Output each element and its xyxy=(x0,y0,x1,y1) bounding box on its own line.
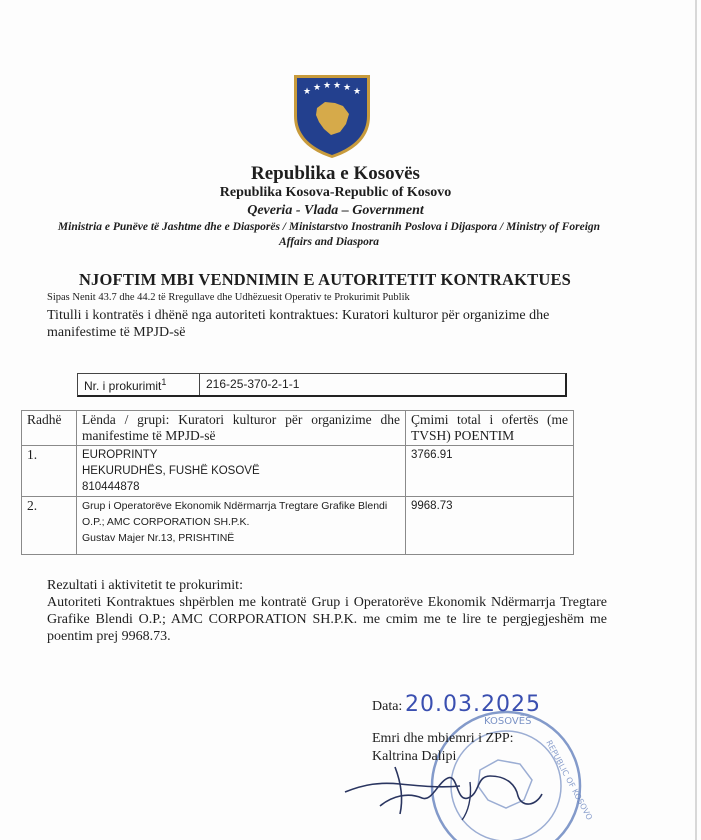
svg-text:★: ★ xyxy=(353,87,362,97)
kosovo-coat-of-arms-icon xyxy=(291,72,373,160)
procurement-number-value: 216-25-370-2-1-1 xyxy=(206,377,300,391)
page-edge xyxy=(695,0,697,840)
svg-text:★: ★ xyxy=(343,83,352,93)
header-lot: Lënda / grupi: Kuratori kulturor për organizime dhe manifestime të MPJD-së xyxy=(77,411,406,446)
row-rank: 2. xyxy=(22,497,77,555)
table-row xyxy=(22,497,574,555)
notice-title: NJOFTIM MBI VENDNIMIN E AUTORITETIT KONTRAKTUES xyxy=(78,270,572,289)
result-text: Autoriteti Kontraktues shpërblen me kontratë Grup i Operatorëve Ekonomik Ndërmarrja Tregtare Grafike Blendi O.P.; AMC CORPORATION SH.P.K. me cmim me te lire te pergjegjeshëm me poentim prej 9968.73. xyxy=(47,595,607,644)
row-bidder: Grup i Operatorëve Ekonomik Ndërmarrja Tregtare Grafike Blendi O.P.; AMC CORPORATION SH.P.K. Gustav Majer Nr.13, PRISHTINË xyxy=(77,497,406,555)
zpp-block xyxy=(372,730,514,766)
result-heading: Rezultati i aktivitetit te prokurimit: xyxy=(47,578,243,593)
table-row xyxy=(22,446,574,497)
svg-text:★: ★ xyxy=(333,81,342,91)
government-name: Qeveria - Vlada – Government xyxy=(247,203,424,218)
divider xyxy=(199,374,200,395)
legal-basis: Sipas Nenit 43.7 dhe 44.2 të Rregullave dhe Udhëzuesit Operativ te Prokurimit Publik xyxy=(47,292,410,303)
svg-text:★: ★ xyxy=(313,83,322,93)
procurement-number-label: Nr. i prokurimit$^1$ xyxy=(84,377,167,393)
contract-title: Titulli i kontratës i dhënë nga autoriteti kontraktues: Kuratori kulturor për organizime dhe manifestime të MPJD-së xyxy=(47,308,550,340)
row-price: 9968.73 xyxy=(406,497,574,555)
handwritten-date: 20.03.2025 xyxy=(405,692,541,717)
zpp-name: Kaltrina Dalipi xyxy=(372,749,457,764)
svg-text:KOSOVËS: KOSOVËS xyxy=(484,716,532,727)
zpp-label: Emri dhe mbiemri i ZPP: xyxy=(372,731,514,746)
row-price: 3766.91 xyxy=(406,446,574,497)
handwritten-signature-icon xyxy=(340,762,560,822)
row-bidder: EUROPRINTY HEKURUDHËS, FUSHË KOSOVË 810444878 xyxy=(77,446,406,497)
header-price: Çmimi total i ofertës (me TVSH) POENTIM xyxy=(406,411,574,446)
table-header-row xyxy=(22,411,574,446)
header-rank: Radhë xyxy=(22,411,77,446)
row-rank: 1. xyxy=(22,446,77,497)
svg-text:REPUBLIC OF KOSOVO: REPUBLIC OF KOSOVO xyxy=(544,738,595,822)
date-label: Data: xyxy=(372,699,403,714)
procurement-number-box xyxy=(77,373,567,397)
offers-table xyxy=(21,410,574,555)
country-name-alt: Republika Kosova-Republic of Kosovo xyxy=(219,185,452,200)
svg-text:★: ★ xyxy=(323,81,332,91)
ministry-name: Ministria e Punëve të Jashtme dhe e Diasporës / Ministarstvo Inostranih Poslova i Dijaspora / Ministry of Foreign Affairs and Diaspora xyxy=(57,221,601,248)
procurement-result xyxy=(47,577,607,645)
svg-text:★: ★ xyxy=(303,87,312,97)
country-name: Republika e Kosovës xyxy=(251,163,420,184)
